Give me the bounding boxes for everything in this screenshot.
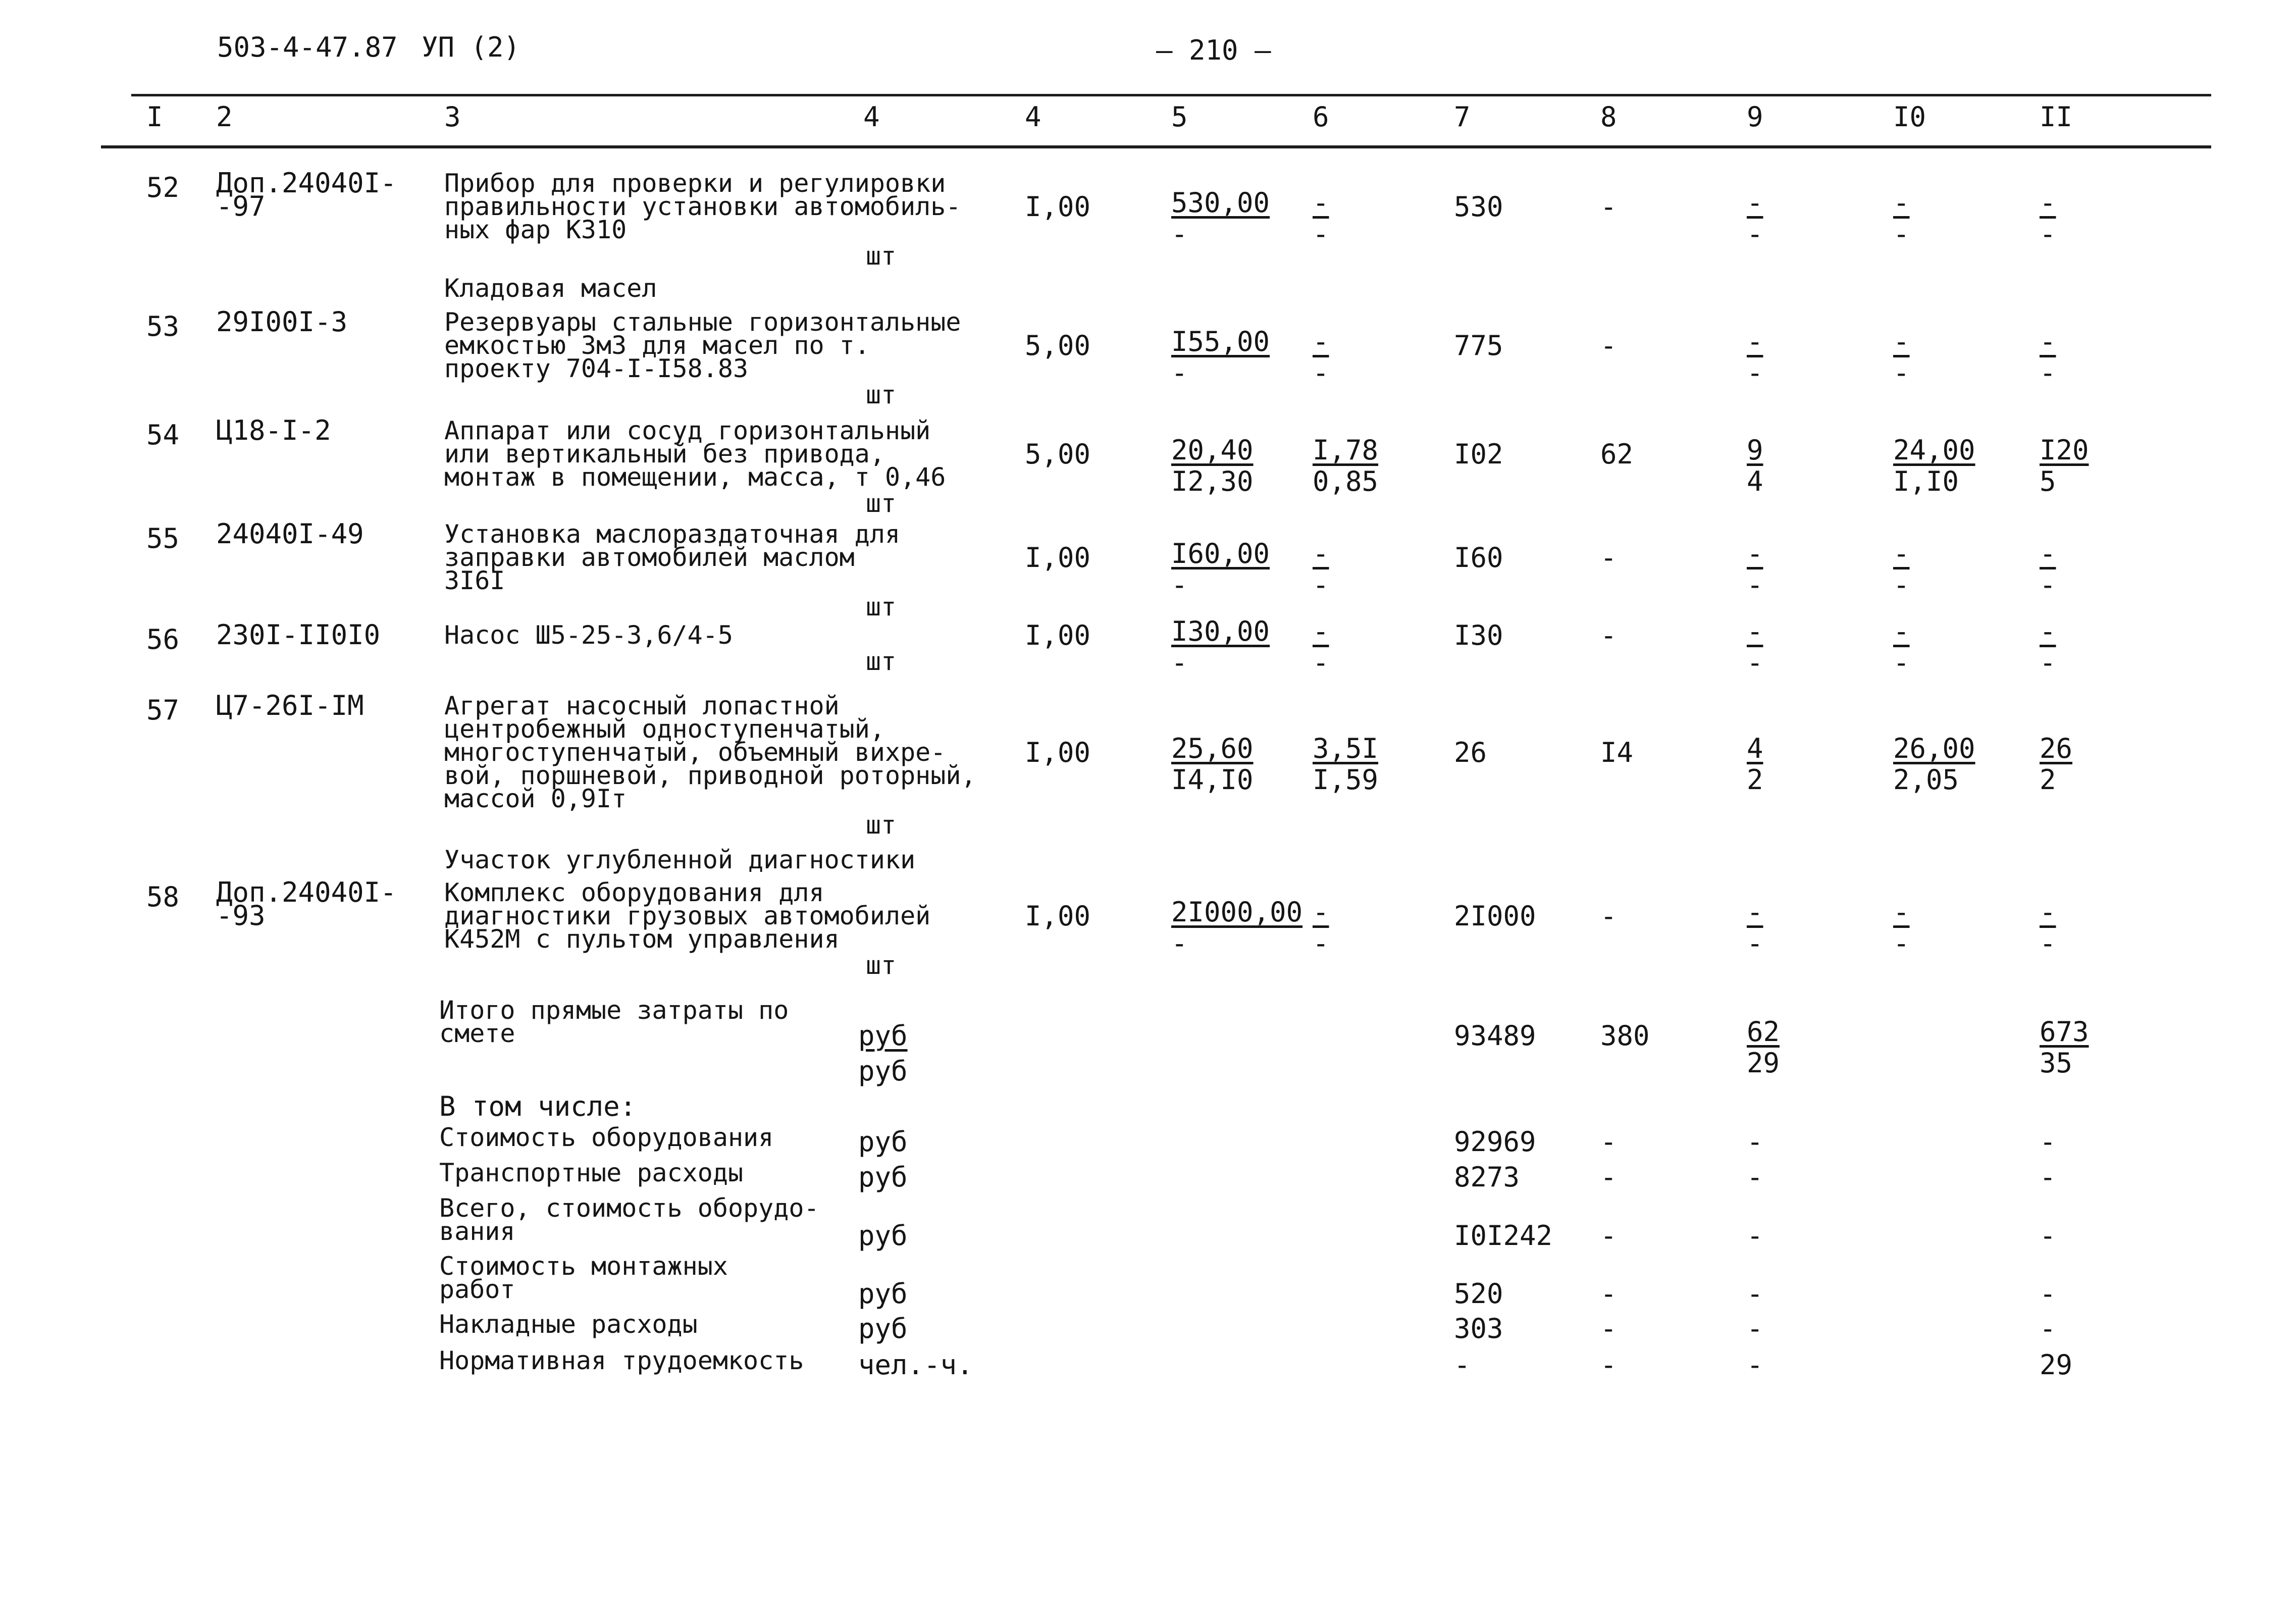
summary-wages: -	[1747, 1278, 1763, 1310]
total-cost: I30	[1454, 619, 1503, 651]
labour-unit	[1893, 327, 1910, 389]
item-name-line: массой 0,9Iт	[444, 784, 627, 813]
item-name-line: правильности установки автомобиль-	[444, 192, 961, 221]
summary-install: -	[1600, 1220, 1617, 1252]
quantity: I,00	[1025, 619, 1091, 651]
total-cost: 775	[1454, 330, 1503, 361]
install-cost	[1313, 734, 1378, 796]
summary-label	[439, 1310, 698, 1339]
summary-unit: руб	[858, 1126, 908, 1158]
labour-unit	[1893, 188, 1910, 250]
summary-label-line: Стоимость оборудования	[439, 1123, 774, 1152]
install-cost-top: -	[1313, 187, 1329, 219]
totals-label-line: смете	[439, 1019, 515, 1048]
column-header: 4	[863, 101, 880, 133]
unit: шт	[866, 810, 897, 840]
totals-labour-top: 673	[2040, 1016, 2089, 1048]
unit-cost-bottom: -	[1171, 569, 1188, 601]
including-label: В том числе:	[439, 1090, 637, 1122]
wage-cost	[1747, 188, 1763, 250]
install-cost	[1313, 327, 1329, 389]
quantity: I,00	[1025, 900, 1091, 932]
summary-label	[439, 1252, 728, 1304]
install-cost-top: -	[1313, 538, 1329, 569]
row-number: 52	[146, 172, 180, 203]
item-name-line: многоступенчатый, объемный вихре-	[444, 738, 946, 767]
labour-unit	[1893, 435, 1975, 498]
summary-cost: 92969	[1454, 1126, 1536, 1158]
unit-cost	[1171, 188, 1270, 250]
summary-label-line: Стоимость монтажных	[439, 1252, 728, 1281]
totals-label	[439, 996, 789, 1048]
summary-label-line: работ	[439, 1275, 515, 1304]
totals-install: 380	[1600, 1020, 1650, 1052]
labour-unit-top: -	[1893, 896, 1910, 928]
install-cost-bottom: -	[1313, 218, 1329, 250]
item-name-line: ных фар К310	[444, 215, 627, 244]
summary-labour: -	[2040, 1126, 2056, 1158]
total-cost: 530	[1454, 191, 1503, 223]
column-header: 3	[444, 101, 461, 133]
labour-total-top: -	[2040, 896, 2056, 928]
summary-label-line: Всего, стоимость оборудо-	[439, 1193, 819, 1223]
row-number: 57	[146, 694, 180, 726]
summary-label	[439, 1123, 774, 1152]
labour-total	[2040, 327, 2056, 389]
total-cost: I02	[1454, 438, 1503, 470]
labour-total-top: -	[2040, 187, 2056, 219]
labour-unit-bottom: -	[1893, 647, 1910, 679]
summary-label-line: Нормативная трудоемкость	[439, 1346, 804, 1375]
section-heading: Участок углубленной диагностики	[444, 845, 916, 874]
unit-cost	[1171, 734, 1254, 796]
install-total: -	[1600, 542, 1617, 574]
summary-wages: -	[1747, 1126, 1763, 1158]
quantity: I,00	[1025, 542, 1091, 574]
labour-unit-bottom: 2,05	[1893, 764, 1959, 796]
item-name	[444, 169, 961, 244]
labour-total-top: -	[2040, 538, 2056, 569]
unit: шт	[866, 241, 897, 271]
labour-total	[2040, 188, 2056, 250]
summary-wages: -	[1747, 1220, 1763, 1252]
item-code: Ц7-26I-IМ	[216, 690, 364, 721]
labour-total-bottom: -	[2040, 647, 2056, 679]
item-code: 230I-II0I0	[216, 619, 381, 651]
labour-total-top: I20	[2040, 434, 2089, 466]
column-header: 9	[1747, 101, 1763, 133]
labour-unit	[1893, 734, 1975, 796]
item-name	[444, 691, 976, 813]
totals-labour-bottom: 35	[2040, 1047, 2073, 1079]
unit-cost-top: I60,00	[1171, 538, 1270, 569]
labour-unit-top: -	[1893, 326, 1910, 357]
install-cost	[1313, 188, 1329, 250]
quantity: 5,00	[1025, 438, 1091, 470]
item-code: Доп.24040I- -93	[216, 876, 397, 931]
column-header: 5	[1171, 101, 1188, 133]
install-total: I4	[1600, 737, 1634, 768]
total-cost: 26	[1454, 737, 1487, 768]
summary-install: -	[1600, 1349, 1617, 1381]
unit-cost-top: 2I000,00	[1171, 896, 1303, 928]
labour-total-bottom: -	[2040, 218, 2056, 250]
install-cost-top: 3,5I	[1313, 733, 1379, 764]
summary-label	[439, 1158, 744, 1187]
wage-cost	[1747, 435, 1763, 498]
item-code: Ц18-I-2	[216, 414, 331, 446]
unit-cost	[1171, 327, 1270, 389]
item-name-line: емкостью 3м3 для масел по т.	[444, 331, 870, 360]
document-code: 503-4-47.87	[217, 31, 398, 63]
labour-unit-bottom: I,I0	[1893, 465, 1959, 497]
labour-total-bottom: -	[2040, 357, 2056, 389]
item-code: 24040I-49	[216, 518, 364, 550]
summary-label-line: Накладные расходы	[439, 1310, 698, 1339]
summary-labour: -	[2040, 1161, 2056, 1193]
item-name-line: Установка маслораздаточная для	[444, 520, 901, 549]
wage-cost	[1747, 897, 1763, 960]
item-name-line: Резервуары стальные горизонтальные	[444, 307, 961, 337]
page-number: – 210 –	[1156, 34, 1271, 66]
totals-unit: руб	[858, 1055, 908, 1087]
album-number: УП (2)	[422, 31, 520, 63]
unit: шт	[866, 951, 897, 980]
wage-cost-bottom: -	[1747, 647, 1763, 679]
unit: шт	[866, 489, 897, 518]
summary-label-line: вания	[439, 1217, 515, 1246]
labour-total-top: 26	[2040, 733, 2073, 764]
unit: шт	[866, 647, 897, 676]
labour-unit-top: -	[1893, 615, 1910, 647]
row-number: 56	[146, 624, 180, 655]
item-name-line: Прибор для проверки и регулировки	[444, 169, 946, 198]
summary-labour: -	[2040, 1313, 2056, 1344]
item-name	[444, 620, 733, 650]
labour-total	[2040, 897, 2056, 960]
unit-cost-bottom: I2,30	[1171, 465, 1254, 497]
labour-unit-top: 24,00	[1893, 434, 1975, 466]
quantity: I,00	[1025, 191, 1091, 223]
item-name-line: 3I6I	[444, 566, 505, 595]
labour-total	[2040, 616, 2056, 679]
item-name-line: или вертикальный без привода,	[444, 439, 885, 469]
total-cost: I60	[1454, 542, 1503, 574]
summary-install: -	[1600, 1313, 1617, 1344]
summary-unit: руб	[858, 1313, 908, 1344]
summary-unit: руб	[858, 1161, 908, 1193]
labour-total	[2040, 435, 2089, 498]
wage-cost-bottom: 4	[1747, 465, 1763, 497]
unit-cost-bottom: I4,I0	[1171, 764, 1254, 796]
install-cost-top: -	[1313, 896, 1329, 928]
summary-cost: 303	[1454, 1313, 1503, 1344]
item-name-line: Насос Ш5-25-3,6/4-5	[444, 620, 733, 650]
labour-total-top: -	[2040, 326, 2056, 357]
item-name	[444, 878, 931, 954]
install-cost	[1313, 435, 1378, 498]
install-cost-top: I,78	[1313, 434, 1379, 466]
item-name-line: вой, поршневой, приводной роторный,	[444, 761, 976, 790]
labour-unit	[1893, 616, 1910, 679]
wage-cost-bottom: 2	[1747, 764, 1763, 796]
unit-cost-bottom: -	[1171, 927, 1188, 959]
install-cost-bottom: -	[1313, 569, 1329, 601]
column-header: 2	[216, 101, 233, 133]
unit-cost-bottom: -	[1171, 357, 1188, 389]
summary-label	[439, 1346, 804, 1375]
unit-cost-top: 20,40	[1171, 434, 1254, 466]
item-code: 29I00I-3	[216, 306, 348, 338]
item-name	[444, 307, 961, 383]
summary-cost: 8273	[1454, 1161, 1520, 1193]
column-header: I	[146, 101, 163, 133]
install-cost	[1313, 539, 1329, 601]
item-name-line: центробежный одноступенчатый,	[444, 714, 885, 744]
summary-wages: -	[1747, 1349, 1763, 1381]
unit-cost	[1171, 539, 1270, 601]
labour-unit-top: 26,00	[1893, 733, 1975, 764]
install-cost	[1313, 616, 1329, 679]
labour-total-bottom: 2	[2040, 764, 2056, 796]
item-name	[444, 520, 901, 595]
labour-unit-bottom: -	[1893, 218, 1910, 250]
wage-cost	[1747, 539, 1763, 601]
summary-install: -	[1600, 1126, 1617, 1158]
install-total: -	[1600, 330, 1617, 361]
column-header: 4	[1025, 101, 1041, 133]
labour-total-bottom: -	[2040, 927, 2056, 959]
summary-unit: руб	[858, 1278, 908, 1310]
summary-unit: чел.-ч.	[858, 1349, 973, 1381]
summary-wages: -	[1747, 1313, 1763, 1344]
column-header: II	[2040, 101, 2073, 133]
wage-cost	[1747, 734, 1763, 796]
row-number: 55	[146, 523, 180, 554]
item-name-line: Комплекс оборудования для	[444, 878, 824, 907]
wage-cost-top: -	[1747, 615, 1763, 647]
unit: шт	[866, 592, 897, 621]
install-cost-top: -	[1313, 326, 1329, 357]
item-name	[444, 416, 946, 492]
item-name-line: проекту 704-I-I58.83	[444, 354, 749, 383]
summary-unit: руб	[858, 1220, 908, 1252]
wage-cost-bottom: -	[1747, 218, 1763, 250]
unit-cost	[1171, 435, 1254, 498]
install-total: -	[1600, 191, 1617, 223]
labour-total-bottom: 5	[2040, 465, 2056, 497]
totals-label-line: Итого прямые затраты по	[439, 996, 789, 1025]
install-cost	[1313, 897, 1329, 960]
labour-unit-bottom: -	[1893, 569, 1910, 601]
unit-cost-top: 25,60	[1171, 733, 1254, 764]
column-header: I0	[1893, 101, 1926, 133]
summary-cost: I0I242	[1454, 1220, 1553, 1252]
labour-total-top: -	[2040, 615, 2056, 647]
item-name-line: Аппарат или сосуд горизонтальный	[444, 416, 931, 445]
totals-wages-top: 62	[1747, 1016, 1780, 1048]
quantity: 5,00	[1025, 330, 1091, 361]
header-bottom-rule	[101, 145, 2211, 148]
unit-cost-top: I55,00	[1171, 326, 1270, 357]
install-total: -	[1600, 900, 1617, 932]
wage-cost-top: -	[1747, 326, 1763, 357]
column-header: 6	[1313, 101, 1329, 133]
install-total: 62	[1600, 438, 1634, 470]
unit-cost-bottom: -	[1171, 218, 1188, 250]
install-cost-bottom: -	[1313, 927, 1329, 959]
labour-unit	[1893, 897, 1910, 960]
header-top-rule	[131, 94, 2211, 96]
wage-cost-top: -	[1747, 187, 1763, 219]
wage-cost-top: -	[1747, 538, 1763, 569]
wage-cost-top: -	[1747, 896, 1763, 928]
summary-install: -	[1600, 1161, 1617, 1193]
labour-total	[2040, 734, 2072, 796]
totals-wages-bottom: 29	[1747, 1047, 1780, 1079]
row-number: 54	[146, 419, 180, 451]
labour-unit	[1893, 539, 1910, 601]
summary-install: -	[1600, 1278, 1617, 1310]
labour-unit-top: -	[1893, 187, 1910, 219]
section-heading: Кладовая масел	[444, 274, 657, 303]
column-header: 8	[1600, 101, 1617, 133]
unit-cost-bottom: -	[1171, 647, 1188, 679]
install-cost-bottom: -	[1313, 357, 1329, 389]
column-header: 7	[1454, 101, 1471, 133]
wage-cost-top: 4	[1747, 733, 1763, 764]
item-name-line: К452М с пультом управления	[444, 924, 840, 954]
wage-cost-bottom: -	[1747, 357, 1763, 389]
summary-labour: -	[2040, 1220, 2056, 1252]
totals-wages	[1747, 1017, 1780, 1079]
labour-total	[2040, 539, 2056, 601]
summary-labour: -	[2040, 1278, 2056, 1310]
row-number: 58	[146, 881, 180, 913]
unit-cost-top: 530,00	[1171, 187, 1270, 219]
unit-cost-top: I30,00	[1171, 615, 1270, 647]
item-name-line: Агрегат насосный лопастной	[444, 691, 840, 720]
install-total: -	[1600, 619, 1617, 651]
summary-label-line: Транспортные расходы	[439, 1158, 744, 1187]
wage-cost	[1747, 616, 1763, 679]
install-cost-bottom: I,59	[1313, 764, 1379, 796]
totals-cost: 93489	[1454, 1020, 1536, 1052]
item-name-line: монтаж в помещении, масса, т 0,46	[444, 462, 946, 492]
summary-labour: 29	[2040, 1349, 2073, 1381]
item-name-line: диагностики грузовых автомобилей	[444, 901, 931, 930]
total-cost: 2I000	[1454, 900, 1536, 932]
quantity: I,00	[1025, 737, 1091, 768]
labour-unit-top: -	[1893, 538, 1910, 569]
item-code: Доп.24040I- -97	[216, 167, 397, 222]
labour-unit-bottom: -	[1893, 927, 1910, 959]
summary-cost: 520	[1454, 1278, 1503, 1310]
wage-cost-top: 9	[1747, 434, 1763, 466]
wage-cost-bottom: -	[1747, 569, 1763, 601]
row-number: 53	[146, 310, 180, 342]
install-cost-top: -	[1313, 615, 1329, 647]
summary-cost: -	[1454, 1349, 1471, 1381]
summary-wages: -	[1747, 1161, 1763, 1193]
wage-cost-bottom: -	[1747, 927, 1763, 959]
unit: шт	[866, 380, 897, 409]
totals-labour	[2040, 1017, 2089, 1079]
install-cost-bottom: 0,85	[1313, 465, 1379, 497]
install-cost-bottom: -	[1313, 647, 1329, 679]
labour-unit-bottom: -	[1893, 357, 1910, 389]
item-name-line: заправки автомобилей маслом	[444, 543, 855, 572]
summary-label	[439, 1193, 819, 1246]
labour-total-bottom: -	[2040, 569, 2056, 601]
unit-cost	[1171, 897, 1302, 960]
wage-cost	[1747, 327, 1763, 389]
unit-cost	[1171, 616, 1270, 679]
totals-unit: руб	[858, 1020, 908, 1052]
